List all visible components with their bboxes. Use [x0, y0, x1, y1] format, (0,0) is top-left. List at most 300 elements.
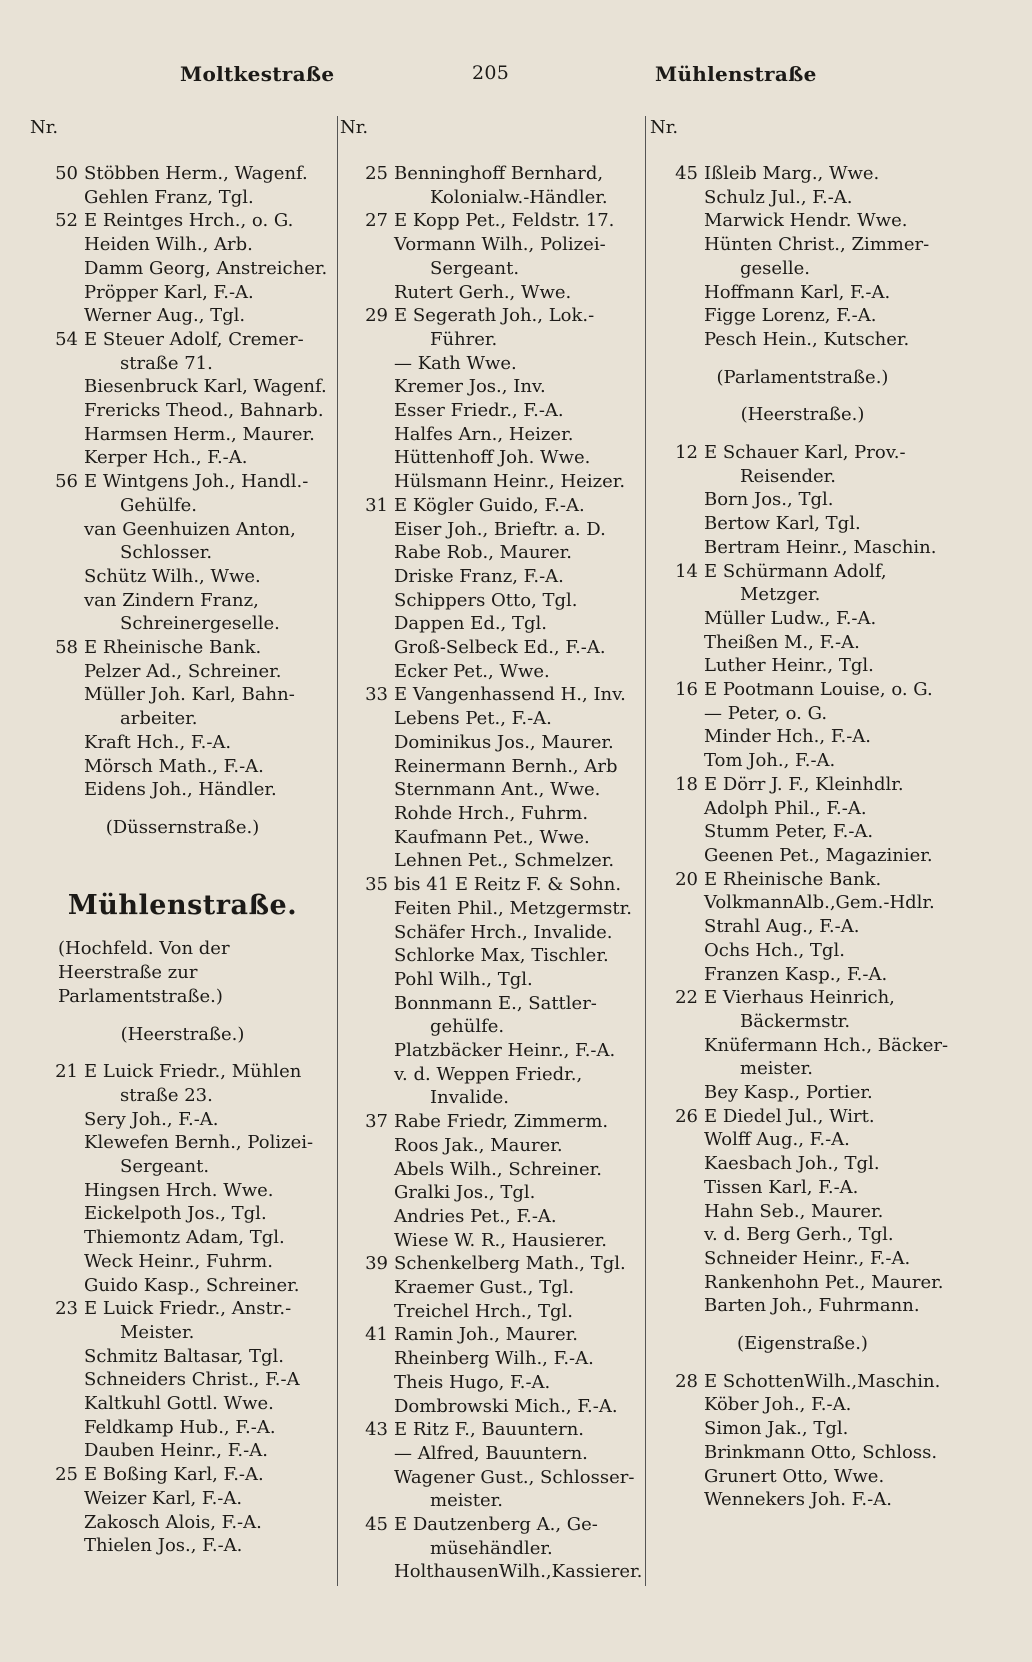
section-title: Mühlenstraße.: [67, 889, 298, 921]
resident-text: E Segerath Joh., Lok.-: [394, 305, 595, 327]
directory-entry: [340, 1229, 640, 1253]
resident-text: meister.: [740, 1058, 813, 1080]
directory-entry: [30, 1487, 335, 1511]
directory-entry: [650, 678, 955, 702]
directory-entry: [30, 1155, 335, 1179]
house-number: [30, 589, 84, 613]
resident-text: Esser Friedr., F.-A.: [394, 400, 564, 422]
house-number: [650, 304, 704, 328]
resident-text: Vormann Wilh., Polizei-: [394, 234, 606, 256]
cross-street: (Heerstraße.): [120, 1023, 245, 1045]
house-number: [340, 281, 394, 305]
directory-entry: [340, 1110, 640, 1134]
resident-text: Guido Kasp., Schreiner.: [84, 1274, 300, 1296]
directory-entry: [340, 1039, 640, 1063]
directory-entry: [650, 1488, 955, 1512]
directory-entry: [650, 1441, 955, 1465]
house-number: [30, 1226, 84, 1250]
directory-entry: [340, 755, 640, 779]
directory-entry: [340, 849, 640, 873]
resident-text: Schippers Otto, Tgl.: [394, 589, 578, 611]
house-number: 26: [675, 1105, 698, 1127]
house-number: [340, 352, 394, 376]
directory-entry: [30, 1345, 335, 1369]
resident-text: Andries Pet., F.-A.: [394, 1205, 557, 1227]
house-number: [340, 660, 394, 684]
house-number: [650, 1417, 704, 1441]
resident-text: Heiden Wilh., Arb.: [84, 234, 253, 256]
directory-entry: [30, 470, 335, 494]
directory-entry: [650, 304, 955, 328]
directory-entry: [650, 328, 955, 352]
directory-entry: [650, 915, 955, 939]
house-number: [30, 186, 84, 210]
house-number: [340, 1537, 394, 1561]
resident-text: Hingsen Hrch. Wwe.: [84, 1179, 274, 1201]
house-number: [30, 494, 84, 518]
house-number: 16: [675, 679, 698, 701]
house-number: 29: [365, 305, 388, 327]
resident-text: Theis Hugo, F.-A.: [394, 1371, 551, 1393]
resident-text: Kaesbach Joh., Tgl.: [704, 1153, 880, 1175]
entry-list: [30, 1060, 335, 1558]
house-number: [650, 1176, 704, 1200]
directory-entry: [340, 1442, 640, 1466]
directory-entry: [340, 944, 640, 968]
house-number: 45: [675, 163, 698, 184]
house-number: [340, 707, 394, 731]
directory-entry: [30, 1463, 335, 1487]
directory-entry: [650, 209, 955, 233]
resident-text: Werner Aug., Tgl.: [84, 305, 246, 327]
resident-text: Hahn Seb., Maurer.: [704, 1200, 884, 1222]
house-number: [340, 1229, 394, 1253]
directory-entry: [30, 1084, 335, 1108]
directory-entry: [340, 826, 640, 850]
house-number: [30, 1321, 84, 1345]
house-number: 20: [675, 868, 698, 890]
resident-text: E Kögler Guido, F.-A.: [394, 494, 585, 516]
entry-list: [340, 162, 643, 1584]
resident-text: Schütz Wilh., Wwe.: [84, 565, 261, 587]
resident-text: Kaltkuhl Gottl. Wwe.: [84, 1393, 274, 1415]
resident-text: Schenkelberg Math., Tgl.: [394, 1253, 626, 1275]
directory-entry: [30, 1439, 335, 1463]
directory-entry: [650, 844, 955, 868]
directory-entry: [650, 233, 955, 257]
directory-entry: [30, 660, 335, 684]
directory-entry: [650, 1081, 955, 1105]
house-number: [340, 257, 394, 281]
resident-text: Schreinergeselle.: [120, 613, 280, 635]
directory-entry: [30, 1179, 335, 1203]
house-number: [650, 1488, 704, 1512]
house-number: 33: [365, 684, 388, 706]
resident-text: Dappen Ed., Tgl.: [394, 613, 548, 635]
resident-text: Müller Joh. Karl, Bahn-: [84, 684, 295, 706]
directory-entry: [340, 446, 640, 470]
directory-entry: [30, 778, 335, 802]
directory-entry: [650, 631, 955, 655]
directory-entry: [340, 636, 640, 660]
directory-entry: [340, 257, 640, 281]
directory-entry: [650, 536, 955, 560]
resident-text: meister.: [430, 1490, 503, 1512]
house-number: [30, 1439, 84, 1463]
resident-text: van Geenhuizen Anton,: [84, 518, 296, 540]
resident-text: Rutert Gerh., Wwe.: [394, 281, 572, 303]
resident-text: Geenen Pet., Magazinier.: [704, 844, 933, 866]
resident-text: v. d. Weppen Friedr.,: [394, 1063, 583, 1085]
house-number: [30, 399, 84, 423]
resident-text: Benninghoff Bernhard,: [394, 163, 604, 184]
house-number: [30, 1250, 84, 1274]
house-number: [650, 797, 704, 821]
house-number: [30, 565, 84, 589]
directory-entry: [650, 465, 955, 489]
directory-entry: [650, 1370, 955, 1394]
house-number: [30, 612, 84, 636]
house-number: [650, 702, 704, 726]
resident-text: E Kopp Pet., Feldstr. 17.: [394, 210, 615, 232]
resident-text: Klewefen Bernh., Polizei-: [84, 1132, 314, 1154]
directory-entry: [340, 1252, 640, 1276]
directory-entry: [30, 1321, 335, 1345]
directory-entry: [340, 873, 640, 897]
resident-text: Rabe Friedr, Zimmerm.: [394, 1111, 609, 1133]
directory-entry: [340, 1513, 640, 1537]
resident-text: Meister.: [120, 1321, 195, 1343]
resident-text: Dominikus Jos., Maurer.: [394, 731, 614, 753]
house-number: 54: [55, 328, 78, 350]
house-number: 22: [675, 987, 698, 1009]
house-number: [650, 915, 704, 939]
house-number: [30, 755, 84, 779]
directory-entry: [30, 707, 335, 731]
house-number: 58: [55, 637, 78, 659]
resident-text: Frericks Theod., Bahnarb.: [84, 400, 324, 422]
resident-text: Feiten Phil., Metzgermstr.: [394, 897, 632, 919]
house-number: 37: [365, 1111, 388, 1133]
resident-text: Pelzer Ad., Schreiner.: [84, 660, 282, 682]
house-number: [30, 257, 84, 281]
resident-text: Müller Ludw., F.-A.: [704, 607, 877, 629]
column-1: [30, 116, 335, 1558]
resident-text: Bey Kasp., Portier.: [704, 1082, 873, 1104]
directory-entry: [340, 589, 640, 613]
house-number: [340, 1442, 394, 1466]
directory-entry: [650, 773, 955, 797]
house-number: 56: [55, 471, 78, 493]
resident-text: Bäckermstr.: [740, 1010, 851, 1032]
house-number: [30, 304, 84, 328]
house-number: [650, 963, 704, 987]
house-number: 28: [675, 1370, 698, 1392]
directory-entry: [340, 1181, 640, 1205]
house-number: 12: [675, 442, 698, 464]
house-number: [340, 826, 394, 850]
directory-entry: [340, 921, 640, 945]
house-number: [30, 1131, 84, 1155]
house-number: [650, 607, 704, 631]
house-number: [340, 755, 394, 779]
resident-text: Pohl Wilh., Tgl.: [394, 968, 533, 990]
resident-text: Schlorke Max, Tischler.: [394, 945, 609, 967]
house-number: [340, 233, 394, 257]
column-divider: [337, 116, 338, 1586]
house-number: [340, 328, 394, 352]
house-number: [650, 891, 704, 915]
directory-entry: [340, 541, 640, 565]
directory-entry: [340, 328, 640, 352]
resident-text: Luther Heinr., Tgl.: [704, 655, 874, 677]
house-number: [650, 1010, 704, 1034]
directory-entry: [30, 1416, 335, 1440]
house-number: [650, 844, 704, 868]
house-number: [650, 1057, 704, 1081]
house-number: [340, 1086, 394, 1110]
resident-text: E Luick Friedr., Mühlen: [84, 1061, 302, 1083]
house-number: [30, 375, 84, 399]
resident-text: Ißleib Marg., Wwe.: [704, 163, 880, 184]
directory-entry: [650, 1034, 955, 1058]
house-number: [30, 1511, 84, 1535]
house-number: 52: [55, 210, 78, 232]
resident-text: Zakosch Alois, F.-A.: [84, 1511, 262, 1533]
resident-text: Driske Franz, F.-A.: [394, 565, 564, 587]
directory-entry: [340, 1134, 640, 1158]
house-number: [30, 731, 84, 755]
house-number: 21: [55, 1061, 78, 1083]
house-number: [340, 968, 394, 992]
directory-entry: [340, 1418, 640, 1442]
house-number: [340, 921, 394, 945]
house-number: [30, 1155, 84, 1179]
directory-entry: [340, 233, 640, 257]
resident-text: Wennekers Joh. F.-A.: [704, 1489, 892, 1511]
resident-text: Weizer Karl, F.-A.: [84, 1487, 243, 1509]
directory-entry: [650, 1417, 955, 1441]
directory-entry: [340, 494, 640, 518]
house-number: 31: [365, 494, 388, 516]
resident-text: Dauben Heinr., F.-A.: [84, 1440, 268, 1462]
directory-entry: [650, 1271, 955, 1295]
resident-text: Wagener Gust., Schlosser-: [394, 1466, 635, 1488]
directory-entry: [30, 1226, 335, 1250]
resident-text: Platzbäcker Heinr., F.-A.: [394, 1040, 616, 1062]
house-number: [340, 778, 394, 802]
resident-text: Hoffmann Karl, F.-A.: [704, 281, 891, 303]
house-number: [650, 1200, 704, 1224]
directory-entry: [30, 1060, 335, 1084]
house-number: [30, 518, 84, 542]
house-number: [650, 583, 704, 607]
house-number: [340, 589, 394, 613]
resident-text: E SchottenWilh.,Maschin.: [704, 1370, 941, 1392]
directory-entry: [650, 583, 955, 607]
house-number: [650, 1223, 704, 1247]
resident-text: Strahl Aug., F.-A.: [704, 916, 860, 938]
directory-entry: [650, 1057, 955, 1081]
house-number: [30, 541, 84, 565]
directory-entry: [340, 352, 640, 376]
house-number: [30, 233, 84, 257]
house-number: 39: [365, 1253, 388, 1275]
directory-entry: [650, 162, 955, 186]
resident-text: van Zindern Franz,: [84, 589, 259, 611]
house-number: [30, 683, 84, 707]
directory-entry: [340, 470, 640, 494]
house-number: [340, 1489, 394, 1513]
directory-entry: [30, 304, 335, 328]
resident-text: Barten Joh., Fuhrmann.: [704, 1295, 920, 1317]
resident-text: Damm Georg, Anstreicher.: [84, 257, 328, 279]
house-number: [30, 352, 84, 376]
resident-text: E Luick Friedr., Anstr.-: [84, 1298, 292, 1320]
directory-entry: [30, 162, 335, 186]
resident-text: Thiemontz Adam, Tgl.: [84, 1227, 285, 1249]
house-number: [340, 1371, 394, 1395]
house-number: [340, 470, 394, 494]
directory-entry: [30, 1108, 335, 1132]
house-number: [340, 1063, 394, 1087]
house-number: [30, 1416, 84, 1440]
resident-text: Reinermann Bernh., Arb: [394, 755, 618, 777]
house-number: [30, 1345, 84, 1369]
directory-entry: [650, 654, 955, 678]
house-number: [340, 186, 394, 210]
resident-text: Biesenbruck Karl, Wagenf.: [84, 376, 327, 398]
resident-text: Born Jos., Tgl.: [704, 489, 834, 511]
resident-text: Ecker Pet., Wwe.: [394, 660, 550, 682]
directory-entry: [650, 186, 955, 210]
resident-text: VolkmannAlb.,Gem.-Hdlr.: [704, 892, 935, 914]
house-number: [340, 1015, 394, 1039]
house-number: 41: [365, 1324, 388, 1346]
resident-text: Abels Wilh., Schreiner.: [394, 1158, 602, 1180]
directory-entry: [30, 494, 335, 518]
directory-entry: [340, 778, 640, 802]
house-number: [30, 1274, 84, 1298]
directory-entry: [340, 731, 640, 755]
directory-entry: [340, 1300, 640, 1324]
house-number: [650, 1441, 704, 1465]
resident-text: Harmsen Herm., Maurer.: [84, 423, 315, 445]
house-number: 50: [55, 163, 78, 184]
directory-entry: [340, 992, 640, 1016]
house-number: 25: [55, 1464, 78, 1486]
resident-text: Gralki Jos., Tgl.: [394, 1182, 536, 1204]
house-number: [650, 1128, 704, 1152]
directory-entry: [650, 986, 955, 1010]
directory-entry: [30, 352, 335, 376]
house-number: [340, 849, 394, 873]
house-number: [30, 1534, 84, 1558]
resident-text: E Diedel Jul., Wirt.: [704, 1105, 875, 1127]
directory-entry: [340, 1395, 640, 1419]
directory-entry: [340, 281, 640, 305]
resident-text: Pesch Hein., Kutscher.: [704, 328, 910, 350]
resident-text: Grunert Otto, Wwe.: [704, 1465, 885, 1487]
resident-text: Mörsch Math., F.-A.: [84, 755, 264, 777]
resident-text: Kaufmann Pet., Wwe.: [394, 826, 590, 848]
directory-entry: [340, 683, 640, 707]
resident-text: Kolonialw.-Händler.: [430, 186, 608, 208]
resident-text: Brinkmann Otto, Schloss.: [704, 1441, 938, 1463]
house-number: [650, 328, 704, 352]
house-number: [650, 1034, 704, 1058]
cross-street: (Parlamentstraße.): [716, 366, 889, 388]
house-number: [340, 992, 394, 1016]
directory-entry: [650, 868, 955, 892]
resident-text: Eiser Joh., Brieftr. a. D.: [394, 518, 606, 540]
directory-entry: [30, 589, 335, 613]
resident-text: Rankenhohn Pet., Maurer.: [704, 1271, 944, 1293]
house-number: [650, 1081, 704, 1105]
column-divider: [645, 116, 646, 1586]
directory-entry: [340, 1063, 640, 1087]
resident-text: Metzger.: [740, 584, 821, 606]
directory-entry: [650, 281, 955, 305]
directory-entry: [340, 1347, 640, 1371]
resident-text: Schneider Heinr., F.-A.: [704, 1247, 911, 1269]
resident-text: Schlosser.: [120, 542, 213, 564]
directory-entry: [340, 209, 640, 233]
resident-text: Gehülfe.: [120, 494, 198, 516]
resident-text: Sery Joh., F.-A.: [84, 1108, 219, 1130]
resident-text: Eidens Joh., Händler.: [84, 779, 277, 801]
resident-text: Hüttenhoff Joh. Wwe.: [394, 447, 591, 469]
directory-entry: [650, 749, 955, 773]
directory-entry: [650, 1223, 955, 1247]
resident-text: Lebens Pet., F.-A.: [394, 708, 552, 730]
house-number: [340, 731, 394, 755]
directory-entry: [30, 328, 335, 352]
directory-entry: [30, 1511, 335, 1535]
directory-entry: [30, 375, 335, 399]
directory-entry: [650, 488, 955, 512]
directory-entry: [340, 423, 640, 447]
resident-text: Schulz Jul., F.-A.: [704, 186, 853, 208]
house-number: [340, 1276, 394, 1300]
entry-list: [30, 162, 335, 802]
house-number: [30, 1487, 84, 1511]
resident-text: Rohde Hrch., Fuhrm.: [394, 802, 589, 824]
resident-text: Stumm Peter, F.-A.: [704, 821, 874, 843]
directory-entry: [650, 725, 955, 749]
house-number: [340, 541, 394, 565]
resident-text: E Schauer Karl, Prov.-: [704, 442, 906, 464]
resident-text: Schmitz Baltasar, Tgl.: [84, 1345, 284, 1367]
house-number: [650, 1294, 704, 1318]
house-number: [340, 1134, 394, 1158]
house-number: [650, 1152, 704, 1176]
house-number: [650, 536, 704, 560]
directory-entry: [30, 541, 335, 565]
resident-text: Roos Jak., Maurer.: [394, 1134, 563, 1156]
house-number: [340, 1158, 394, 1182]
resident-text: straße 71.: [120, 352, 213, 374]
resident-text: gehülfe.: [430, 1016, 505, 1038]
house-number: [650, 465, 704, 489]
house-number: [30, 1084, 84, 1108]
directory-entry: [650, 820, 955, 844]
resident-text: Theißen M., F.-A.: [704, 631, 860, 653]
house-number: [340, 1395, 394, 1419]
column-3: [650, 116, 955, 1512]
house-number: 35: [365, 874, 388, 896]
directory-entry: [30, 1297, 335, 1321]
